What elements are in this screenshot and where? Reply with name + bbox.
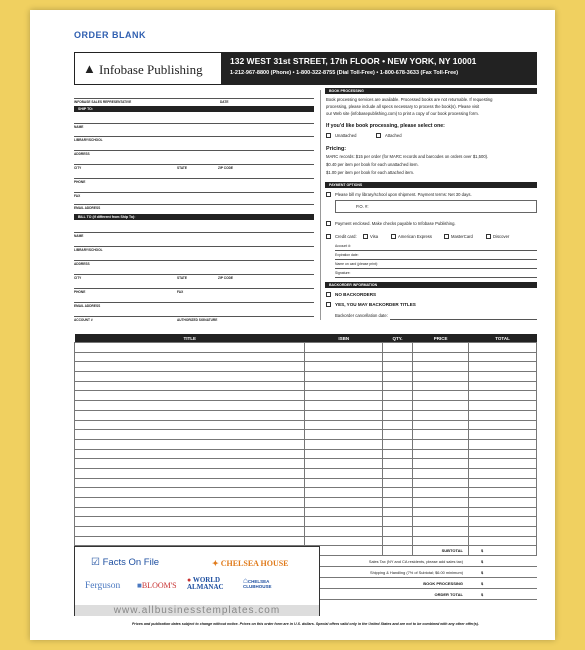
rep-line[interactable] <box>74 98 314 99</box>
qty-cell[interactable] <box>382 439 412 449</box>
payment-enclosed-label: Payment enclosed. Make checks payable to Infobase Publishing. <box>335 221 456 226</box>
price-cell[interactable] <box>413 498 469 508</box>
totals-area <box>320 546 537 614</box>
table-row <box>75 381 537 391</box>
qty-header: QTY. <box>382 334 412 343</box>
qty-cell[interactable] <box>382 468 412 478</box>
order-total-label: ORDER TOTAL <box>434 592 463 597</box>
table-row <box>75 536 537 546</box>
date-label: DATE <box>220 100 229 104</box>
price-cell[interactable] <box>413 343 469 353</box>
bill-phone-line[interactable] <box>74 288 314 289</box>
price-cell[interactable] <box>413 430 469 440</box>
account-line[interactable] <box>74 316 314 317</box>
total-cell[interactable] <box>469 343 537 353</box>
publisher-address: 132 WEST 31st STREET, 17th FLOOR • NEW YORK, NY 10001 <box>230 56 477 66</box>
brand-blooms-text: BLOOM'S <box>141 581 177 590</box>
order-total-row <box>320 590 537 600</box>
ship-email-label: EMAIL ADDRESS <box>74 206 101 210</box>
card-signature-label: Signature: <box>335 271 351 275</box>
bp-text-3: our Web site (infobasepublishing.com) to print a copy of our book processing form. <box>326 111 479 116</box>
sales-tax-row <box>320 557 537 567</box>
book-processing-row <box>320 579 537 589</box>
subtotal-value[interactable]: $ <box>481 548 484 553</box>
account-number-label: Account #: <box>335 244 352 248</box>
table-row <box>75 362 537 372</box>
column-divider <box>320 90 321 320</box>
title-cell[interactable] <box>75 343 305 353</box>
bill-zip-label: ZIP CODE <box>218 276 233 280</box>
qty-cell[interactable] <box>382 459 412 469</box>
total-cell[interactable] <box>469 498 537 508</box>
bill-my-label: Please bill my library/school upon shipment. Payment terms: Net 30 days. <box>335 192 472 197</box>
order-blank-title: ORDER BLANK <box>74 30 146 40</box>
title-cell[interactable] <box>75 449 305 459</box>
bill-email-label: EMAIL ADDRESS <box>74 304 101 308</box>
qty-cell[interactable] <box>382 381 412 391</box>
price-cell[interactable] <box>413 488 469 498</box>
qty-cell[interactable] <box>382 391 412 401</box>
publisher-name: Infobase Publishing <box>99 62 203 77</box>
card-signature-line[interactable] <box>335 277 537 278</box>
isbn-header: ISBN <box>305 334 383 343</box>
cancellation-date-line[interactable] <box>390 319 537 320</box>
total-cell[interactable] <box>469 362 537 372</box>
table-row <box>75 391 537 401</box>
bill-city-line[interactable] <box>74 274 314 275</box>
flame-logo-icon: ✦ <box>212 559 219 568</box>
bill-library-label: LIBRARY/SCHOOL <box>74 248 103 252</box>
table-row <box>75 459 537 469</box>
qty-cell[interactable] <box>382 410 412 420</box>
table-row <box>75 468 537 478</box>
title-cell[interactable] <box>75 391 305 401</box>
isbn-cell[interactable] <box>305 459 383 469</box>
title-cell[interactable] <box>75 459 305 469</box>
brand-world-almanac <box>187 577 239 591</box>
total-cell[interactable] <box>469 372 537 382</box>
qty-cell[interactable] <box>382 430 412 440</box>
brand-blooms <box>137 581 177 590</box>
table-row <box>75 420 537 430</box>
bill-name-line[interactable] <box>74 232 314 233</box>
items-table <box>74 334 537 556</box>
price-cell[interactable] <box>413 536 469 546</box>
price-header: PRICE <box>413 334 469 343</box>
qty-cell[interactable] <box>382 352 412 362</box>
table-row <box>75 410 537 420</box>
total-cell[interactable] <box>469 401 537 411</box>
pricing-line-3: $1.00 per item per book for each attached item. <box>326 170 414 175</box>
payment-options-bar: PAYMENT OPTIONS <box>325 182 537 188</box>
price-cell[interactable] <box>413 401 469 411</box>
price-cell[interactable] <box>413 478 469 488</box>
isbn-cell[interactable] <box>305 410 383 420</box>
ship-city-label: CITY <box>74 166 82 170</box>
book-processing-value[interactable]: $ <box>481 581 484 586</box>
order-total-value[interactable]: $ <box>481 592 484 597</box>
unattached-label: Unattached <box>335 133 357 138</box>
title-cell[interactable] <box>75 352 305 362</box>
brand-world-almanac-text: WORLD ALMANAC <box>187 576 224 591</box>
isbn-cell[interactable] <box>305 420 383 430</box>
isbn-cell[interactable] <box>305 468 383 478</box>
ship-email-line[interactable] <box>74 204 314 205</box>
ship-address-line[interactable] <box>74 150 314 151</box>
total-cell[interactable] <box>469 527 537 537</box>
total-cell[interactable] <box>469 449 537 459</box>
visa-checkbox[interactable] <box>363 234 368 239</box>
title-cell[interactable] <box>75 517 305 527</box>
cancellation-date-label: Backorder cancellation date: <box>335 313 388 318</box>
price-cell[interactable] <box>413 507 469 517</box>
shipping-label: Shipping & Handling (7% of Subtotal; $6.00 minimum) <box>370 570 463 575</box>
title-cell[interactable] <box>75 372 305 382</box>
title-cell[interactable] <box>75 468 305 478</box>
title-cell[interactable] <box>75 362 305 372</box>
ship-library-label: LIBRARY/SCHOOL <box>74 138 103 142</box>
bill-name-label: NAME <box>74 234 84 238</box>
pricing-line-2: $0.40 per item per book for each unattached item. <box>326 162 419 167</box>
table-header-row <box>75 334 537 343</box>
ship-phone-line[interactable] <box>74 178 314 179</box>
brand-chelsea-clubhouse-text: CHELSEA CLUBHOUSE <box>243 579 272 589</box>
qty-cell[interactable] <box>382 517 412 527</box>
total-cell[interactable] <box>469 468 537 478</box>
table-row <box>75 352 537 362</box>
sales-tax-label: Sales Tax (NY and CA residents, please add sales tax) <box>368 559 463 564</box>
price-cell[interactable] <box>413 517 469 527</box>
table-row <box>75 430 537 440</box>
bill-city-label: CITY <box>74 276 82 280</box>
total-cell[interactable] <box>469 488 537 498</box>
bill-to-bar: BILL TO (if different from Ship To): <box>74 214 314 220</box>
items-body <box>75 343 537 556</box>
total-cell[interactable] <box>469 459 537 469</box>
signature-label: AUTHORIZED SIGNATURE <box>177 318 218 322</box>
ship-name-label: NAME <box>74 125 84 129</box>
total-cell[interactable] <box>469 391 537 401</box>
qty-cell[interactable] <box>382 507 412 517</box>
price-cell[interactable] <box>413 449 469 459</box>
title-cell[interactable] <box>75 536 305 546</box>
table-row <box>75 507 537 517</box>
attached-label: Attached <box>385 133 402 138</box>
qty-cell[interactable] <box>382 420 412 430</box>
total-cell[interactable] <box>469 507 537 517</box>
title-cell[interactable] <box>75 381 305 391</box>
bp-text-1: Book processing services are available. Processed books are not returnable. If requesting <box>326 97 493 102</box>
qty-cell[interactable] <box>382 478 412 488</box>
brand-chelsea-house-text: CHELSEA HOUSE <box>220 559 289 568</box>
order-form-page <box>30 10 555 640</box>
price-cell[interactable] <box>413 352 469 362</box>
title-cell[interactable] <box>75 410 305 420</box>
publisher-logo-icon: ▲ <box>83 61 96 76</box>
ship-library-line[interactable] <box>74 136 314 137</box>
title-cell[interactable] <box>75 430 305 440</box>
qty-cell[interactable] <box>382 527 412 537</box>
isbn-cell[interactable] <box>305 498 383 508</box>
table-row <box>75 527 537 537</box>
price-cell[interactable] <box>413 527 469 537</box>
bill-address-line[interactable] <box>74 260 314 261</box>
bp-question: If you'd like book processing, please select one: <box>326 123 445 129</box>
total-cell[interactable] <box>469 478 537 488</box>
backorder-bar: BACKORDER INFORMATION <box>325 282 537 288</box>
isbn-cell[interactable] <box>305 527 383 537</box>
globe-logo-icon: ● <box>187 576 192 584</box>
bill-address-label: ADDRESS <box>74 262 90 266</box>
isbn-cell[interactable] <box>305 381 383 391</box>
qty-cell[interactable] <box>382 536 412 546</box>
total-cell[interactable] <box>469 536 537 546</box>
sales-tax-value[interactable]: $ <box>481 559 484 564</box>
total-cell[interactable] <box>469 381 537 391</box>
table-row <box>75 449 537 459</box>
watermark: www.allbusinesstemplates.com <box>75 605 319 616</box>
table-row <box>75 401 537 411</box>
attached-checkbox[interactable] <box>376 133 381 138</box>
bill-state-label: STATE <box>177 276 187 280</box>
title-cell[interactable] <box>75 478 305 488</box>
bill-phone-label: PHONE <box>74 290 86 294</box>
isbn-cell[interactable] <box>305 430 383 440</box>
isbn-cell[interactable] <box>305 488 383 498</box>
ship-fax-label: FAX <box>74 194 81 198</box>
isbn-cell[interactable] <box>305 449 383 459</box>
qty-cell[interactable] <box>382 449 412 459</box>
total-cell[interactable] <box>469 420 537 430</box>
table-row <box>75 439 537 449</box>
ship-city-line[interactable] <box>74 164 314 165</box>
checkbox-logo-icon: ☑ <box>91 557 100 568</box>
amex-label: American Express <box>398 234 432 239</box>
shipping-value[interactable]: $ <box>481 570 484 575</box>
ship-fax-line[interactable] <box>74 192 314 193</box>
table-row <box>75 517 537 527</box>
title-cell[interactable] <box>75 527 305 537</box>
price-cell[interactable] <box>413 391 469 401</box>
title-cell[interactable] <box>75 420 305 430</box>
ship-zip-label: ZIP CODE <box>218 166 233 170</box>
subtotal-label: SUBTOTAL <box>441 548 463 553</box>
mastercard-label: MasterCard <box>451 234 473 239</box>
total-cell[interactable] <box>469 410 537 420</box>
title-cell[interactable] <box>75 439 305 449</box>
no-backorders-checkbox[interactable] <box>326 292 331 297</box>
yes-backorder-checkbox[interactable] <box>326 302 331 307</box>
total-cell[interactable] <box>469 439 537 449</box>
footer-note: Prices and publication dates subject to change without notice. Prices on this order form are in U.S. dollars. Special offers valid only in the United States and are not to be combined with any other offer(s). <box>132 622 479 626</box>
price-cell[interactable] <box>413 372 469 382</box>
name-on-card-label: Name on card (please print): <box>335 262 378 266</box>
pricing-line-1: MARC records: $15 per order (for MARC records and barcodes on orders over $1,500). <box>326 154 489 159</box>
payment-enclosed-checkbox[interactable] <box>326 221 331 226</box>
logo-box <box>74 52 222 85</box>
bill-fax-label: FAX <box>177 290 184 294</box>
visa-label: Visa <box>370 234 379 239</box>
isbn-cell[interactable] <box>305 517 383 527</box>
ship-state-label: STATE <box>177 166 187 170</box>
brand-chelsea-house <box>212 559 289 568</box>
qty-cell[interactable] <box>382 401 412 411</box>
bill-library-line[interactable] <box>74 246 314 247</box>
discover-label: Discover <box>493 234 510 239</box>
no-backorders-label: NO BACKORDERS <box>335 292 377 297</box>
qty-cell[interactable] <box>382 343 412 353</box>
shipping-row <box>320 568 537 578</box>
qty-cell[interactable] <box>382 498 412 508</box>
expiration-line[interactable] <box>335 259 537 260</box>
discover-checkbox[interactable] <box>486 234 491 239</box>
book-processing-bar: BOOK PROCESSING <box>325 88 537 94</box>
total-header: TOTAL <box>469 334 537 343</box>
title-cell[interactable] <box>75 507 305 517</box>
brand-facts-on-file-text: Facts On File <box>102 557 160 568</box>
qty-cell[interactable] <box>382 372 412 382</box>
ship-address-label: ADDRESS <box>74 152 90 156</box>
brands-box <box>74 546 320 616</box>
ship-name-line[interactable] <box>74 123 314 124</box>
table-row <box>75 498 537 508</box>
book-logo-icon: ■ <box>137 581 142 590</box>
po-label: P.O. #: <box>356 204 369 209</box>
publisher-phones: 1-212-967-8800 (Phone) • 1-800-322-8755 (Dial Toll-Free) • 1-800-678-3633 (Fax Toll-Free) <box>230 70 459 76</box>
price-cell[interactable] <box>413 362 469 372</box>
isbn-cell[interactable] <box>305 478 383 488</box>
price-cell[interactable] <box>413 459 469 469</box>
mastercard-checkbox[interactable] <box>444 234 449 239</box>
expiration-label: Expiration date: <box>335 253 359 257</box>
isbn-cell[interactable] <box>305 401 383 411</box>
account-number-line[interactable] <box>335 250 537 251</box>
price-cell[interactable] <box>413 381 469 391</box>
title-cell[interactable] <box>75 498 305 508</box>
book-processing-label: BOOK PROCESSING <box>423 581 463 586</box>
pricing-title: Pricing: <box>326 146 347 152</box>
amex-checkbox[interactable] <box>391 234 396 239</box>
bp-text-2: processing, please include all specs necessary to process the book(s). Please visit <box>326 104 480 109</box>
isbn-cell[interactable] <box>305 352 383 362</box>
po-box[interactable] <box>335 200 537 213</box>
total-cell[interactable] <box>469 430 537 440</box>
total-cell[interactable] <box>469 517 537 527</box>
subtotal-row <box>320 546 537 556</box>
isbn-cell[interactable] <box>305 362 383 372</box>
qty-cell[interactable] <box>382 488 412 498</box>
isbn-cell[interactable] <box>305 391 383 401</box>
isbn-cell[interactable] <box>305 507 383 517</box>
isbn-cell[interactable] <box>305 439 383 449</box>
price-cell[interactable] <box>413 420 469 430</box>
price-cell[interactable] <box>413 410 469 420</box>
table-row <box>75 488 537 498</box>
ship-phone-label: PHONE <box>74 180 86 184</box>
account-label: ACCOUNT # <box>74 318 93 322</box>
ship-to-bar: SHIP TO: <box>74 106 314 112</box>
brand-facts-on-file <box>91 557 159 568</box>
table-row <box>75 478 537 488</box>
bill-my-checkbox[interactable] <box>326 192 331 197</box>
house-logo-icon: ⌂ <box>243 576 248 585</box>
brand-chelsea-clubhouse <box>243 578 283 589</box>
price-cell[interactable] <box>413 439 469 449</box>
title-cell[interactable] <box>75 488 305 498</box>
rep-label: INFOBASE SALES REPRESENTATIVE <box>74 100 132 104</box>
isbn-cell[interactable] <box>305 536 383 546</box>
total-cell[interactable] <box>469 352 537 362</box>
isbn-cell[interactable] <box>305 372 383 382</box>
credit-card-checkbox[interactable] <box>326 234 331 239</box>
name-on-card-line[interactable] <box>335 268 537 269</box>
brand-ferguson: Ferguson <box>85 581 121 591</box>
price-cell[interactable] <box>413 468 469 478</box>
title-header: TITLE <box>75 334 305 343</box>
table-row <box>75 343 537 353</box>
unattached-checkbox[interactable] <box>326 133 331 138</box>
table-row <box>75 372 537 382</box>
header-bar <box>74 52 537 85</box>
qty-cell[interactable] <box>382 362 412 372</box>
isbn-cell[interactable] <box>305 343 383 353</box>
bill-email-line[interactable] <box>74 302 314 303</box>
title-cell[interactable] <box>75 401 305 411</box>
yes-backorder-label: YES, YOU MAY BACKORDER TITLES <box>335 302 416 307</box>
credit-card-label: Credit card: <box>335 234 357 239</box>
